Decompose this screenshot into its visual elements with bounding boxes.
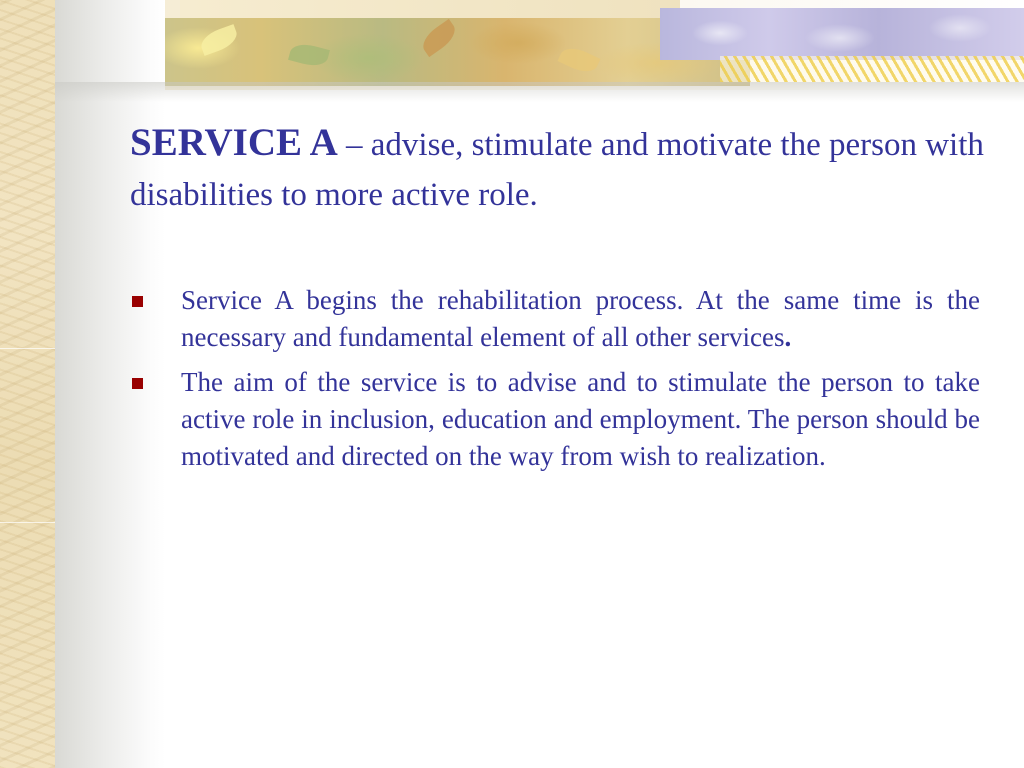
bullet-text: The aim of the service is to advise and to stimulate the person to take active role in inclusion, education and employment. The person should be motivated and directed on the way from wish to realization. bbox=[181, 367, 980, 471]
square-bullet-icon bbox=[132, 296, 143, 307]
strip-seam bbox=[0, 522, 55, 523]
bullet-text: Service A begins the rehabilitation process. At the same time is the necessary and fundamental element of all other services bbox=[181, 285, 980, 352]
banner-shadow bbox=[55, 82, 1024, 102]
square-bullet-icon bbox=[132, 378, 143, 389]
bullet-item bbox=[130, 282, 980, 356]
bullet-item bbox=[130, 364, 980, 475]
strip-seam bbox=[0, 348, 55, 349]
banner-tile-lavender bbox=[660, 8, 1024, 60]
bullet-list bbox=[130, 282, 980, 483]
slide-title bbox=[130, 118, 990, 220]
title-subtitle: – advise, stimulate and motivate the person with disabilities to more active role. bbox=[130, 127, 984, 213]
title-main: SERVICE A bbox=[130, 121, 338, 164]
banner-tile-golden-grass bbox=[720, 56, 1024, 82]
bullet-tail: . bbox=[784, 322, 792, 352]
left-parchment-strip bbox=[0, 0, 55, 768]
